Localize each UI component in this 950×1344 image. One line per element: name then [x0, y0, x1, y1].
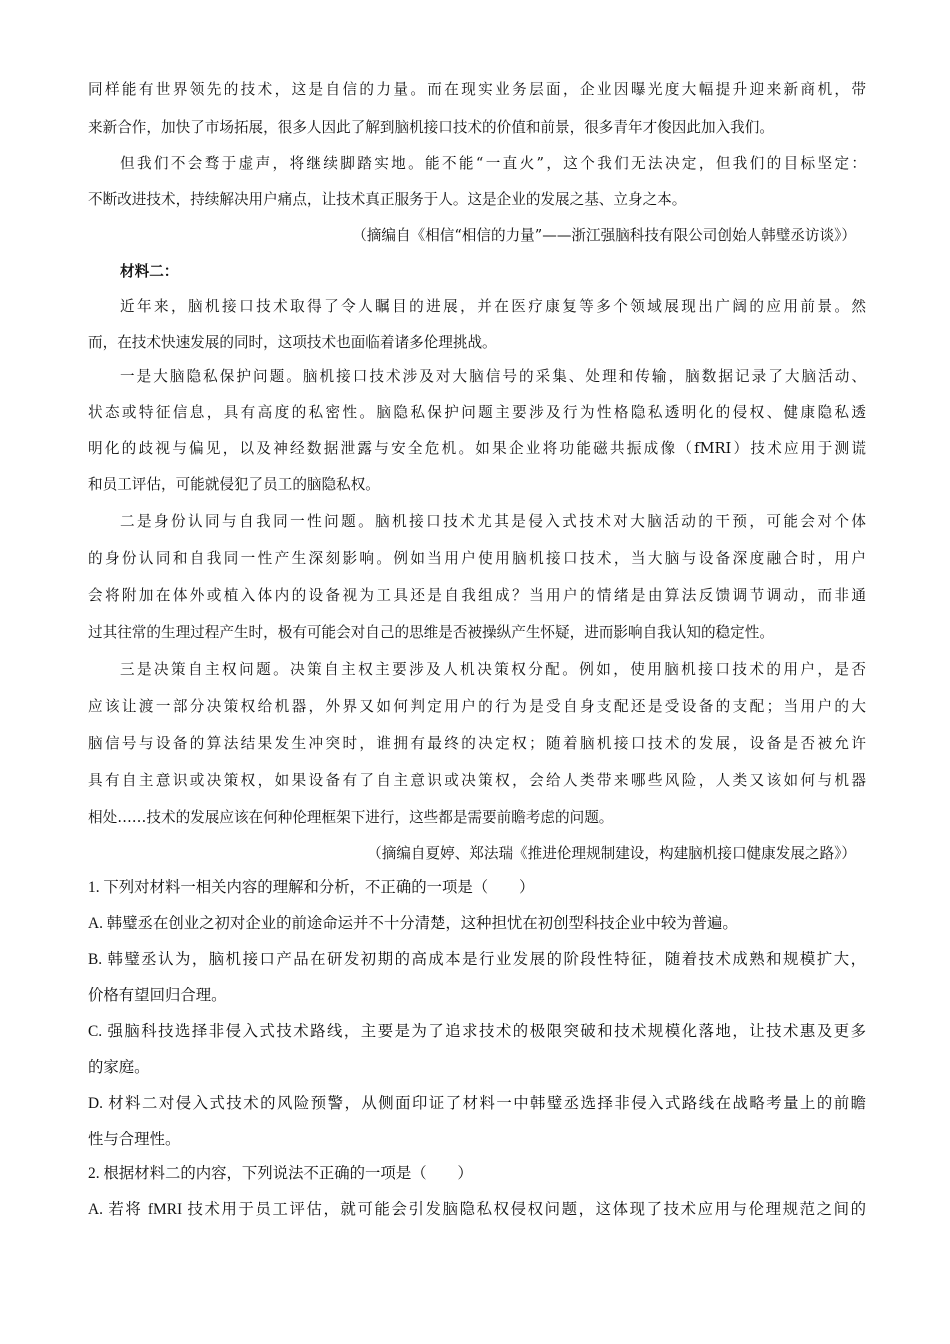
- question-1-stem: 1. 下列对材料一相关内容的理解和分析，不正确的一项是（ ）: [88, 879, 535, 896]
- material1-p1-line: 同样能有世界领先的技术，这是自信的力量。而在现实业务层面，企业因曝光度大幅提升迎来新商机，带: [88, 81, 866, 98]
- material1-p2-line: 但我们不会骛于虚声，将继续脚踏实地。能不能“一直火”，这个我们无法决定，但我们的目标坚定：: [120, 155, 866, 172]
- material1-p2-line: 不断改进技术，持续解决用户痛点，让技术真正服务于人。这是企业的发展之基、立身之本。: [88, 191, 687, 208]
- question-1-option-b-cont: 价格有望回归合理。: [88, 987, 227, 1004]
- question-2-option-a: A. 若将 fMRI 技术用于员工评估，就可能会引发脑隐私权侵权问题，这体现了技术应用与伦理规范之间的: [88, 1201, 866, 1218]
- question-1-option-c-cont: 的家庭。: [88, 1059, 150, 1076]
- material1-p1-line: 来新合作，加快了市场拓展，很多人因此了解到脑机接口技术的价值和前景，很多青年才俊因此加入我们。: [88, 119, 774, 136]
- question-1-option-c: C. 强脑科技选择非侵入式技术路线，主要是为了追求技术的极限突破和技术规模化落地，让技术惠及更多: [88, 1023, 866, 1040]
- material2-p2-line: 状态或特征信息，具有高度的私密性。脑隐私保护问题主要涉及行为性格隐私透明化的侵权、健康隐私透: [88, 404, 866, 421]
- question-1-option-b: B. 韩璧丞认为，脑机接口产品在研发初期的高成本是行业发展的阶段性特征，随着技术成熟和规模扩大，: [88, 951, 866, 968]
- material2-p1-line: 而，在技术快速发展的同时，这项技术也面临着诸多伦理挑战。: [88, 334, 497, 351]
- material2-p1-line: 近年来，脑机接口技术取得了令人瞩目的进展，并在医疗康复等多个领域展现出广阔的应用前景。然: [120, 298, 866, 315]
- material2-p2-line: 明化的歧视与偏见，以及神经数据泄露与安全危机。如果企业将功能磁共振成像（fMRI）技术应用于测谎: [88, 440, 866, 457]
- material2-p3-line: 会将附加在体外或植入体内的设备视为工具还是自我组成？当用户的情绪是由算法反馈调节调动，而非通: [88, 587, 866, 604]
- material2-p4-line: 脑信号与设备的算法结果发生冲突时，谁拥有最终的决定权；随着脑机接口技术的发展，设备是否被允许: [88, 735, 866, 752]
- question-1-option-a: A. 韩璧丞在创业之初对企业的前途命运并不十分清楚，这种担忧在初创型科技企业中较为普遍。: [88, 915, 738, 932]
- question-2-stem: 2. 根据材料二的内容，下列说法不正确的一项是（ ）: [88, 1165, 473, 1182]
- material2-p2-line: 和员工评估，可能就侵犯了员工的脑隐私权。: [88, 476, 380, 493]
- material2-p3-line: 的身份认同和自我同一性产生深刻影响。例如当用户使用脑机接口技术，当大脑与设备深度融合时，用户: [88, 550, 866, 567]
- material2-p3-line: 二是身份认同与自我同一性问题。脑机接口技术尤其是侵入式技术对大脑活动的干预，可能会对个体: [120, 513, 866, 530]
- material2-source: （摘编自夏婷、郑法瑞《推进伦理规制建设，构建脑机接口健康发展之路》）: [367, 845, 856, 862]
- material1-source: （摘编自《相信“相信的力量”——浙江强脑科技有限公司创始人韩璧丞访谈》）: [352, 227, 856, 244]
- material2-p4-line: 具有自主意识或决策权，如果设备有了自主意识或决策权，会给人类带来哪些风险，人类又该如何与机器: [88, 772, 866, 789]
- material2-p2-line: 一是大脑隐私保护问题。脑机接口技术涉及对大脑信号的采集、处理和传输，脑数据记录了大脑活动、: [120, 368, 866, 385]
- material2-p4-line: 应该让渡一部分决策权给机器，外界又如何判定用户的行为是受自身支配还是受设备的支配；当用户的大: [88, 698, 866, 715]
- material2-p4-line: 相处……技术的发展应该在何种伦理框架下进行，这些都是需要前瞻考虑的问题。: [88, 809, 614, 826]
- question-1-option-d: D. 材料二对侵入式技术的风险预警，从侧面印证了材料一中韩璧丞选择非侵入式路线在战略考量上的前瞻: [88, 1095, 866, 1112]
- question-1-option-d-cont: 性与合理性。: [88, 1131, 181, 1148]
- material2-p4-line: 三是决策自主权问题。决策自主权主要涉及人机决策权分配。例如，使用脑机接口技术的用户，是否: [120, 661, 866, 678]
- material2-heading: 材料二：: [120, 263, 179, 280]
- material2-p3-line: 过其往常的生理过程产生时，极有可能会对自己的思维是否被操纵产生怀疑，进而影响自我认知的稳定性。: [88, 624, 774, 641]
